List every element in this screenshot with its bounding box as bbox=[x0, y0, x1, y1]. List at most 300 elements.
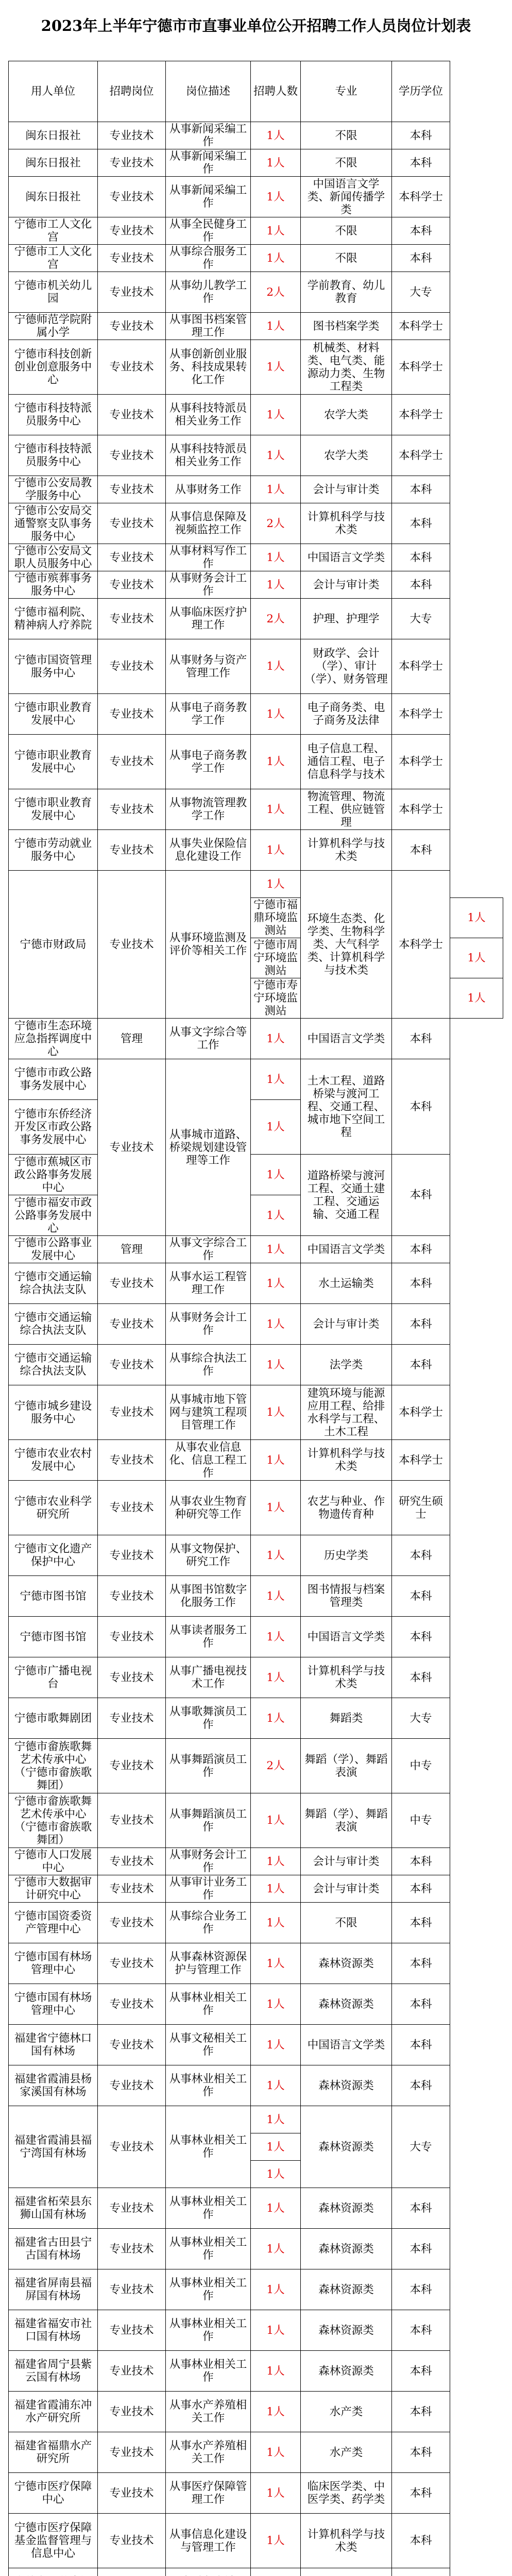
table-cell: 1人 bbox=[251, 2133, 301, 2161]
table-cell: 本科 bbox=[392, 1263, 450, 1304]
table-row bbox=[9, 1059, 503, 1100]
table-cell: 从事新闻采编工作 bbox=[166, 177, 251, 217]
table-cell: 专业技术 bbox=[98, 694, 166, 735]
table-cell: 会计与审计类 bbox=[301, 571, 392, 599]
table-cell: 1人 bbox=[251, 1984, 301, 2025]
table-cell: 宁德市文化遗产保护中心 bbox=[9, 1535, 98, 1576]
table-cell: 会计与审计类 bbox=[301, 1875, 392, 1903]
table-cell: 专业技术 bbox=[98, 1481, 166, 1535]
table-cell: 专业技术 bbox=[98, 2229, 166, 2269]
table-cell: 2人 bbox=[251, 503, 301, 544]
table-cell: 1人 bbox=[251, 1263, 301, 1304]
table-cell: 从事城市地下管网与建筑工程项目管理工作 bbox=[166, 1385, 251, 1440]
table-cell: 从事临床医疗护理工作 bbox=[166, 599, 251, 639]
table-row bbox=[9, 735, 503, 789]
table-cell: 专业技术 bbox=[98, 122, 166, 149]
table-cell: 建筑环境与能源应用工程、给排水科学与工程、土木工程 bbox=[301, 1385, 392, 1440]
table-cell: 1人 bbox=[251, 435, 301, 476]
table-cell: 专业技术 bbox=[98, 544, 166, 571]
table-cell: 从事舞蹈演员工作 bbox=[166, 1793, 251, 1848]
table-row bbox=[9, 217, 503, 245]
table-cell: 1人 bbox=[251, 1304, 301, 1345]
table-cell: 本科学士 bbox=[392, 1440, 450, 1481]
table-row bbox=[9, 1304, 503, 1345]
table-cell: 宁德市国有林场管理中心 bbox=[9, 1943, 98, 1984]
table-cell: 闽东日报社 bbox=[9, 177, 98, 217]
table-cell: 本科 bbox=[392, 544, 450, 571]
table-row bbox=[9, 871, 503, 898]
table-cell: 宁德市医疗保障基金监督管理与信息中心 bbox=[9, 2514, 98, 2568]
table-cell: 专业技术 bbox=[98, 571, 166, 599]
table-cell: 研究生硕士 bbox=[392, 1481, 450, 1535]
table-cell: 电子商务类、电子商务及法律 bbox=[301, 694, 392, 735]
table-cell: 本科学士 bbox=[392, 395, 450, 435]
table-cell: 从事财务会计工作 bbox=[166, 571, 251, 599]
table-cell: 从事水产养殖相关工作 bbox=[166, 2432, 251, 2473]
table-cell bbox=[392, 2568, 450, 2576]
table-cell: 宁德市交通运输综合执法支队 bbox=[9, 1345, 98, 1385]
table-cell: 中国语言文学类 bbox=[301, 2025, 392, 2065]
table-cell: 从事舞蹈演员工作 bbox=[166, 1739, 251, 1793]
table-cell: 本科学士 bbox=[392, 177, 450, 217]
table-cell: 本科学士 bbox=[392, 871, 450, 1019]
table-cell: 1人 bbox=[251, 1903, 301, 1943]
table-cell: 宁德市福利院、精神病人疗养院 bbox=[9, 599, 98, 639]
table-row bbox=[9, 177, 503, 217]
table-cell: 农艺与种业、作物遗传育种 bbox=[301, 1481, 392, 1535]
table-cell: 本科 bbox=[392, 1984, 450, 2025]
table-row bbox=[9, 435, 503, 476]
table-row bbox=[9, 1576, 503, 1617]
header-major: 专业 bbox=[301, 61, 392, 122]
table-cell: 宁德市国资管理服务中心 bbox=[9, 639, 98, 694]
table-row bbox=[9, 789, 503, 830]
table-cell: 从事林业相关工作 bbox=[166, 2065, 251, 2106]
table-cell: 宁德市科技特派员服务中心 bbox=[9, 435, 98, 476]
table-cell: 福建省周宁县紫云国有林场 bbox=[9, 2351, 98, 2392]
table-cell: 福建省宁德林口国有林场 bbox=[9, 2025, 98, 2065]
table-cell: 从事水产养殖相关工作 bbox=[166, 2392, 251, 2432]
table-row bbox=[9, 2568, 503, 2576]
table-cell: 从事物流管理教学工作 bbox=[166, 789, 251, 830]
table-cell: 1人 bbox=[251, 1793, 301, 1848]
table-cell: 宁德市职业教育发展中心 bbox=[9, 735, 98, 789]
table-row bbox=[9, 2229, 503, 2269]
table-cell: 水产类 bbox=[301, 2392, 392, 2432]
table-cell: 本科 bbox=[392, 2351, 450, 2392]
table-cell: 护理、护理学 bbox=[301, 599, 392, 639]
table-cell: 道路桥梁与渡河工程、交通土建工程、交通运输、交通工程 bbox=[301, 1155, 392, 1236]
table-cell: 1人 bbox=[251, 571, 301, 599]
header-description: 岗位描述 bbox=[166, 61, 251, 122]
table-row bbox=[9, 2065, 503, 2106]
table-cell: 历史学类 bbox=[301, 1535, 392, 1576]
table-cell: 专业技术 bbox=[98, 1535, 166, 1576]
table-cell bbox=[166, 2568, 251, 2576]
table-cell: 专业技术 bbox=[98, 245, 166, 272]
table-cell: 1人 bbox=[251, 1576, 301, 1617]
table-cell: 1人 bbox=[251, 1440, 301, 1481]
table-row bbox=[9, 2392, 503, 2432]
table-cell: 从事读者服务工作 bbox=[166, 1617, 251, 1657]
table-cell bbox=[9, 2568, 98, 2576]
table-cell: 1人 bbox=[251, 1943, 301, 1984]
table-cell: 宁德市城乡建设服务中心 bbox=[9, 1385, 98, 1440]
table-cell: 1人 bbox=[251, 217, 301, 245]
table-cell: 1人 bbox=[450, 898, 503, 938]
table-cell: 宁德市交通运输综合执法支队 bbox=[9, 1304, 98, 1345]
table-cell: 大专 bbox=[392, 1698, 450, 1739]
table-cell: 宁德市蕉城区市政公路事务发展中心 bbox=[9, 1155, 98, 1195]
table-cell: 本科 bbox=[392, 2065, 450, 2106]
table-cell: 从事文秘相关工作 bbox=[166, 2025, 251, 2065]
table-cell: 从事图书馆数字化服务工作 bbox=[166, 1576, 251, 1617]
table-cell: 福建省福鼎水产研究所 bbox=[9, 2432, 98, 2473]
table-cell: 本科 bbox=[392, 2188, 450, 2229]
table-cell: 1人 bbox=[251, 2432, 301, 2473]
table-cell: 学前教育、幼儿教育 bbox=[301, 272, 392, 313]
table-cell: 专业技术 bbox=[98, 1793, 166, 1848]
table-cell: 本科学士 bbox=[392, 789, 450, 830]
table-cell: 本科 bbox=[392, 1059, 450, 1155]
table-row bbox=[9, 313, 503, 340]
table-cell: 本科 bbox=[392, 1019, 450, 1059]
table-cell: 法学类 bbox=[301, 1345, 392, 1385]
table-cell: 从事林业相关工作 bbox=[166, 2188, 251, 2229]
table-cell: 不限 bbox=[301, 122, 392, 149]
table-cell: 从事财务会计工作 bbox=[166, 1304, 251, 1345]
table-row bbox=[9, 1263, 503, 1304]
table-cell: 中专 bbox=[392, 1739, 450, 1793]
table-cell: 2人 bbox=[251, 599, 301, 639]
table-cell: 宁德市福鼎环境监测站 bbox=[251, 898, 301, 938]
table-cell: 1人 bbox=[251, 694, 301, 735]
table-cell: 福建省古田县宁古国有林场 bbox=[9, 2229, 98, 2269]
table-row bbox=[9, 2432, 503, 2473]
table-cell: 森林资源类 bbox=[301, 2106, 392, 2188]
table-cell: 1人 bbox=[251, 177, 301, 217]
table-row bbox=[9, 830, 503, 871]
table-cell: 本科学士 bbox=[392, 735, 450, 789]
table-row bbox=[9, 272, 503, 313]
table-cell: 1人 bbox=[251, 149, 301, 177]
table-cell: 1人 bbox=[251, 735, 301, 789]
table-cell: 1人 bbox=[251, 2106, 301, 2133]
table-cell: 本科 bbox=[392, 1657, 450, 1698]
table-cell: 宁德市交通运输综合执法支队 bbox=[9, 1263, 98, 1304]
table-cell: 财政学、会计（学）、审计（学）、财务管理 bbox=[301, 639, 392, 694]
table-cell: 专业技术 bbox=[98, 313, 166, 340]
table-cell: 本科 bbox=[392, 1875, 450, 1903]
table-row bbox=[9, 1793, 503, 1848]
table-cell: 从事文字综合等工作 bbox=[166, 1019, 251, 1059]
table-row bbox=[9, 1481, 503, 1535]
table-row bbox=[9, 1698, 503, 1739]
table-cell: 1人 bbox=[251, 1236, 301, 1263]
table-cell: 森林资源类 bbox=[301, 2188, 392, 2229]
table-cell: 大专 bbox=[392, 2106, 450, 2188]
table-cell: 专业技术 bbox=[98, 2351, 166, 2392]
table-row bbox=[9, 1440, 503, 1481]
table-cell: 本科 bbox=[392, 2269, 450, 2310]
table-cell: 计算机科学与技术类 bbox=[301, 2514, 392, 2568]
table-cell: 从事森林资源保护与管理工作 bbox=[166, 1943, 251, 1984]
table-body bbox=[9, 122, 503, 2576]
table-cell: 从事信息化建设与管理工作 bbox=[166, 2514, 251, 2568]
table-cell: 本科 bbox=[392, 476, 450, 503]
table-cell: 森林资源类 bbox=[301, 1943, 392, 1984]
table-cell: 宁德市职业教育发展中心 bbox=[9, 789, 98, 830]
table-cell: 本科 bbox=[392, 245, 450, 272]
table-cell: 从事科技特派员相关业务工作 bbox=[166, 435, 251, 476]
table-cell: 专业技术 bbox=[98, 735, 166, 789]
table-cell: 本科 bbox=[392, 2514, 450, 2568]
table-cell: 专业技术 bbox=[98, 871, 166, 1019]
table-cell: 专业技术 bbox=[98, 2065, 166, 2106]
table-cell: 专业技术 bbox=[98, 272, 166, 313]
table-cell: 专业技术 bbox=[98, 1657, 166, 1698]
table-cell: 本科 bbox=[392, 2229, 450, 2269]
table-cell: 专业技术 bbox=[98, 1385, 166, 1440]
table-row bbox=[9, 1345, 503, 1385]
table-cell: 中国语言文学类 bbox=[301, 1236, 392, 1263]
table-cell: 从事新闻采编工作 bbox=[166, 122, 251, 149]
table-row bbox=[9, 340, 503, 395]
table-cell: 1人 bbox=[251, 2392, 301, 2432]
table-cell: 从事城市道路、桥梁规划建设管理等工作 bbox=[166, 1059, 251, 1236]
table-row bbox=[9, 2188, 503, 2229]
table-row bbox=[9, 1535, 503, 1576]
table-cell: 宁德师范学院附属小学 bbox=[9, 313, 98, 340]
table-cell: 1人 bbox=[251, 2310, 301, 2351]
table-cell: 从事综合业务工作 bbox=[166, 1903, 251, 1943]
table-cell: 1人 bbox=[251, 1059, 301, 1100]
header-count: 招聘人数 bbox=[251, 61, 301, 122]
table-cell: 本科 bbox=[392, 830, 450, 871]
table-cell: 1人 bbox=[251, 2473, 301, 2514]
table-cell: 从事林业相关工作 bbox=[166, 1984, 251, 2025]
table-cell: 本科 bbox=[392, 2025, 450, 2065]
table-cell: 从事综合服务工作 bbox=[166, 245, 251, 272]
table-row bbox=[9, 503, 503, 544]
table-cell: 从事文字综合工作 bbox=[166, 1236, 251, 1263]
table-cell: 1人 bbox=[251, 2188, 301, 2229]
table-cell: 农学大类 bbox=[301, 395, 392, 435]
header-employer: 用人单位 bbox=[9, 61, 98, 122]
table-cell: 1人 bbox=[251, 2025, 301, 2065]
table-cell: 专业技术 bbox=[98, 1739, 166, 1793]
table-cell: 专业技术 bbox=[98, 1440, 166, 1481]
table-cell: 宁德市国资委资产管理中心 bbox=[9, 1903, 98, 1943]
table-row bbox=[9, 571, 503, 599]
table-cell: 机械类、材料类、电气类、能源动力类、生物工程类 bbox=[301, 340, 392, 395]
table-cell: 从事财务工作 bbox=[166, 476, 251, 503]
table-cell: 1人 bbox=[251, 1875, 301, 1903]
table-row bbox=[9, 1984, 503, 2025]
table-cell: 中专 bbox=[392, 1793, 450, 1848]
table-cell: 宁德市周宁环境监测站 bbox=[251, 938, 301, 978]
table-row bbox=[9, 2025, 503, 2065]
table-cell: 1人 bbox=[251, 1195, 301, 1236]
table-cell: 1人 bbox=[251, 1617, 301, 1657]
table-cell: 从事农业生物育种研究等工作 bbox=[166, 1481, 251, 1535]
table-cell: 1人 bbox=[251, 1155, 301, 1195]
table-cell: 计算机科学与技术类 bbox=[301, 1440, 392, 1481]
table-cell: 从事电子商务教学工作 bbox=[166, 694, 251, 735]
table-cell bbox=[98, 2568, 166, 2576]
table-cell: 宁德市寿宁环境监测站 bbox=[251, 978, 301, 1019]
table-cell: 专业技术 bbox=[98, 2392, 166, 2432]
table-cell: 1人 bbox=[251, 871, 301, 898]
table-row bbox=[9, 2106, 503, 2133]
table-cell: 1人 bbox=[450, 978, 503, 1019]
table-cell: 福建省柘荣县东狮山国有林场 bbox=[9, 2188, 98, 2229]
table-cell: 本科 bbox=[392, 1304, 450, 1345]
table-cell: 1人 bbox=[251, 2229, 301, 2269]
table-cell bbox=[251, 2568, 301, 2576]
table-cell: 舞蹈类 bbox=[301, 1698, 392, 1739]
table-cell: 1人 bbox=[251, 245, 301, 272]
table-cell: 1人 bbox=[251, 1698, 301, 1739]
table-cell: 1人 bbox=[251, 1657, 301, 1698]
table-cell: 管理 bbox=[98, 1019, 166, 1059]
table-cell: 物流管理、物流工程、供应链管理 bbox=[301, 789, 392, 830]
table-cell: 计算机科学与技术类 bbox=[301, 1657, 392, 1698]
table-cell: 从事幼儿教学工作 bbox=[166, 272, 251, 313]
table-cell: 土木工程、道路桥梁与渡河工程、交通工程、城市地下空间工程 bbox=[301, 1059, 392, 1155]
table-cell: 宁德市福安市政公路事务发展中心 bbox=[9, 1195, 98, 1236]
table-cell: 专业技术 bbox=[98, 1059, 166, 1236]
table-cell: 电子信息工程、通信工程、电子信息科学与技术 bbox=[301, 735, 392, 789]
table-row bbox=[9, 395, 503, 435]
table-cell: 从事林业相关工作 bbox=[166, 2310, 251, 2351]
table-cell: 宁德市财政局 bbox=[9, 871, 98, 1019]
table-cell: 宁德市大数据审计研究中心 bbox=[9, 1875, 98, 1903]
recruitment-table bbox=[8, 61, 503, 2576]
table-cell: 从事审计业务工作 bbox=[166, 1875, 251, 1903]
table-cell: 福建省霞浦东冲水产研究所 bbox=[9, 2392, 98, 2432]
table-cell: 专业技术 bbox=[98, 2025, 166, 2065]
table-cell: 从事全民健身工作 bbox=[166, 217, 251, 245]
table-cell: 闽东日报社 bbox=[9, 149, 98, 177]
table-cell: 1人 bbox=[251, 1385, 301, 1440]
table-cell: 大专 bbox=[392, 599, 450, 639]
table-cell: 专业技术 bbox=[98, 1984, 166, 2025]
table-cell: 从事林业相关工作 bbox=[166, 2229, 251, 2269]
table-cell: 专业技术 bbox=[98, 1943, 166, 1984]
table-cell: 1人 bbox=[251, 476, 301, 503]
table-row bbox=[9, 1875, 503, 1903]
table-cell: 舞蹈（学）、舞蹈表演 bbox=[301, 1739, 392, 1793]
table-cell: 宁德市图书馆 bbox=[9, 1576, 98, 1617]
table-cell: 大专 bbox=[392, 272, 450, 313]
table-cell: 宁德市畲族歌舞艺术传承中心（宁德市畲族歌舞团） bbox=[9, 1793, 98, 1848]
table-cell: 专业技术 bbox=[98, 639, 166, 694]
header-position: 招聘岗位 bbox=[98, 61, 166, 122]
table-cell: 从事创新创业服务、科技成果转化工作 bbox=[166, 340, 251, 395]
table-cell: 本科 bbox=[392, 1535, 450, 1576]
table-row bbox=[9, 476, 503, 503]
table-cell: 专业技术 bbox=[98, 2514, 166, 2568]
table-cell: 宁德市国有林场管理中心 bbox=[9, 1984, 98, 2025]
table-cell: 专业技术 bbox=[98, 789, 166, 830]
table-cell: 1人 bbox=[450, 938, 503, 978]
table-row bbox=[9, 2473, 503, 2514]
table-cell: 本科学士 bbox=[392, 639, 450, 694]
table-row bbox=[9, 2310, 503, 2351]
table-row bbox=[9, 245, 503, 272]
table-cell: 本科 bbox=[392, 122, 450, 149]
table-cell: 从事信息保障及视频监控工作 bbox=[166, 503, 251, 544]
table-cell: 从事财务与资产管理工作 bbox=[166, 639, 251, 694]
table-cell: 本科 bbox=[392, 503, 450, 544]
table-cell: 森林资源类 bbox=[301, 2065, 392, 2106]
table-cell: 专业技术 bbox=[98, 2473, 166, 2514]
table-cell: 宁德市职业教育发展中心 bbox=[9, 694, 98, 735]
table-cell: 本科学士 bbox=[392, 435, 450, 476]
table-cell: 专业技术 bbox=[98, 599, 166, 639]
table-row bbox=[9, 599, 503, 639]
table-cell: 本科 bbox=[392, 1155, 450, 1236]
table-cell: 本科 bbox=[392, 1576, 450, 1617]
table-cell: 1人 bbox=[251, 1481, 301, 1535]
table-cell: 从事环境监测及评价等相关工作 bbox=[166, 871, 251, 1019]
table-row bbox=[9, 1019, 503, 1059]
table-cell: 2人 bbox=[251, 1739, 301, 1793]
table-cell: 从事农业信息化、信息工程工作 bbox=[166, 1440, 251, 1481]
table-cell: 中国语言文学类 bbox=[301, 1019, 392, 1059]
table-cell: 水产类 bbox=[301, 2432, 392, 2473]
table-header-row bbox=[9, 61, 503, 122]
table-cell: 宁德市医疗保障中心 bbox=[9, 2473, 98, 2514]
table-cell: 本科 bbox=[392, 571, 450, 599]
table-cell: 中国语言文学类 bbox=[301, 544, 392, 571]
table-cell: 专业技术 bbox=[98, 1903, 166, 1943]
table-row bbox=[9, 149, 503, 177]
table-cell: 专业技术 bbox=[98, 217, 166, 245]
table-cell: 临床医学类、中医学类、药学类 bbox=[301, 2473, 392, 2514]
table-cell: 会计与审计类 bbox=[301, 1848, 392, 1875]
table-cell: 农学大类 bbox=[301, 435, 392, 476]
table-cell: 本科 bbox=[392, 2392, 450, 2432]
table-cell: 宁德市市政公路事务发展中心 bbox=[9, 1059, 98, 1100]
table-row bbox=[9, 1385, 503, 1440]
table-cell: 中国语言文学类 bbox=[301, 1617, 392, 1657]
table-cell: 宁德市机关幼儿园 bbox=[9, 272, 98, 313]
table-row bbox=[9, 1617, 503, 1657]
table-cell: 中国语言文学类、新闻传播学类 bbox=[301, 177, 392, 217]
table-cell: 本科 bbox=[392, 1903, 450, 1943]
table-cell: 本科 bbox=[392, 1617, 450, 1657]
table-cell: 专业技术 bbox=[98, 1576, 166, 1617]
table-cell: 会计与审计类 bbox=[301, 476, 392, 503]
table-cell: 不限 bbox=[301, 1903, 392, 1943]
table-row bbox=[9, 1848, 503, 1875]
table-cell: 专业技术 bbox=[98, 1263, 166, 1304]
table-cell: 本科 bbox=[392, 2473, 450, 2514]
table-row bbox=[9, 639, 503, 694]
table-row bbox=[9, 1943, 503, 1984]
table-cell: 1人 bbox=[251, 544, 301, 571]
table-cell: 专业技术 bbox=[98, 1345, 166, 1385]
table-cell: 从事林业相关工作 bbox=[166, 2106, 251, 2188]
table-cell: 森林资源类 bbox=[301, 2351, 392, 2392]
table-cell: 专业技术 bbox=[98, 1875, 166, 1903]
table-cell: 计算机科学与技术类 bbox=[301, 830, 392, 871]
table-cell: 专业技术 bbox=[98, 503, 166, 544]
table-cell: 不限 bbox=[301, 217, 392, 245]
table-cell: 宁德市工人文化宫 bbox=[9, 217, 98, 245]
